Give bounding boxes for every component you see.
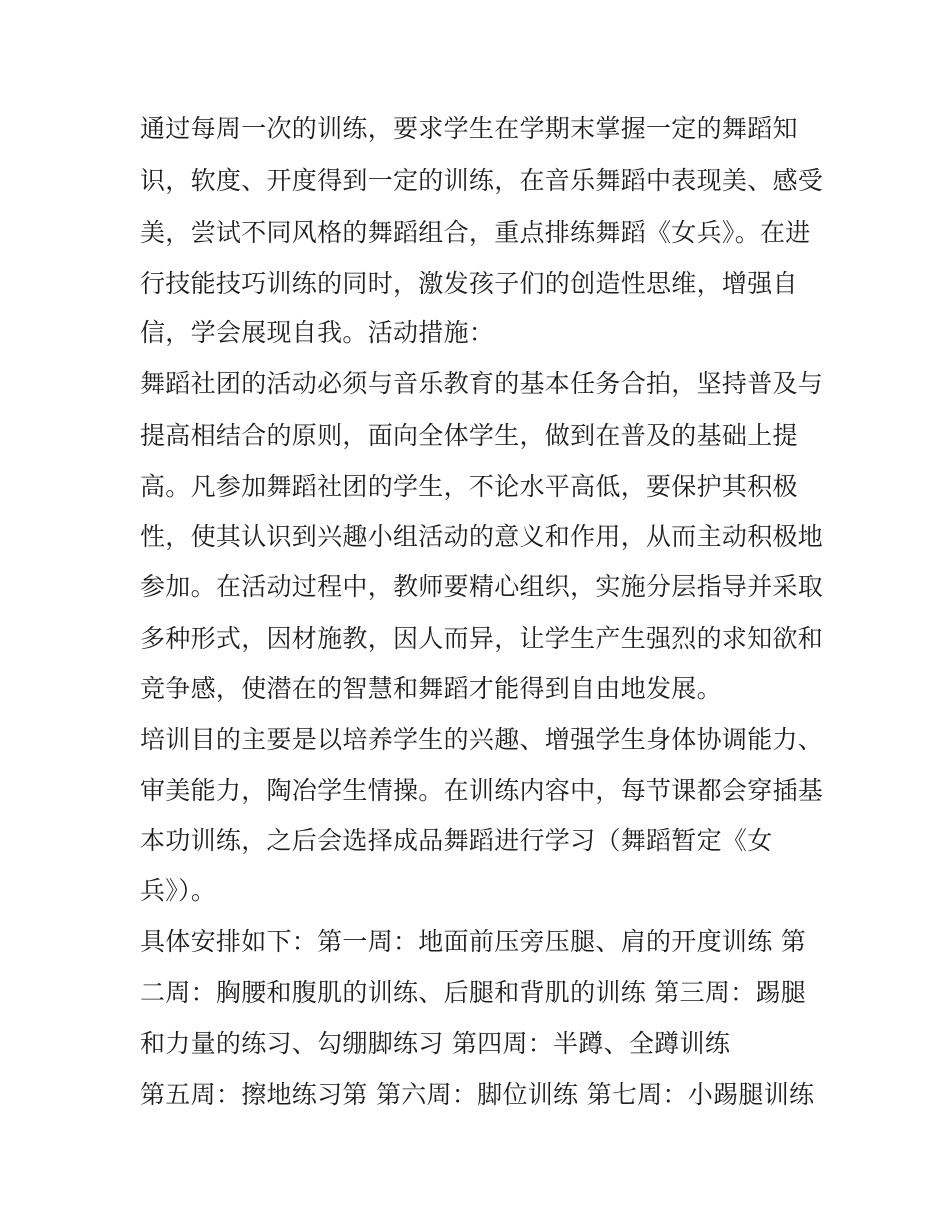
text-line: 和力量的练习、勾绷脚练习 第四周：半蹲、全蹲训练 [140, 1029, 731, 1058]
text-line: 竞争感，使潜在的智慧和舞蹈才能得到自由地发展。 [140, 674, 722, 703]
text-line: 行技能技巧训练的同时，激发孩子们的创造性思维，增强自 [140, 269, 798, 298]
text-line: 具体安排如下：第一周：地面前压旁压腿、肩的开度训练 第 [140, 927, 807, 956]
text-line: 参加。在活动过程中，教师要精心组织，实施分层指导并采取 [140, 572, 824, 601]
text-line: 本功训练，之后会选择成品舞蹈进行学习（舞蹈暂定《女 [140, 826, 773, 855]
text-line: 信，学会展现自我。活动措施： [140, 318, 495, 347]
text-line: 培训目的主要是以培养学生的兴趣、增强学生身体协调能力、 [140, 725, 824, 754]
text-line: 识，软度、开度得到一定的训练，在音乐舞蹈中表现美、感受 [140, 166, 824, 195]
text-line: 通过每周一次的训练，要求学生在学期末掌握一定的舞蹈知 [140, 114, 798, 143]
text-line: 舞蹈社团的活动必须与音乐教育的基本任务合拍，坚持普及与 [140, 369, 824, 398]
text-line: 美，尝试不同风格的舞蹈组合，重点排练舞蹈《女兵》。在进 [140, 218, 811, 247]
text-line: 提高相结合的原则，面向全体学生，做到在普及的基础上提 [140, 421, 798, 450]
text-line: 兵》）。 [140, 876, 217, 905]
text-line: 多种形式，因材施教，因人而异，让学生产生强烈的求知欲和 [140, 624, 824, 653]
text-line: 高。凡参加舞蹈社团的学生，不论水平高低，要保护其积极 [140, 472, 798, 501]
text-line: 性，使其认识到兴趣小组活动的意义和作用，从而主动积极地 [140, 522, 824, 551]
text-line: 二周：胸腰和腹肌的训练、后腿和背肌的训练 第三周：踢腿 [140, 978, 807, 1007]
text-line: 审美能力，陶冶学生情操。在训练内容中，每节课都会穿插基 [140, 776, 824, 805]
text-line: 第五周：擦地练习第 第六周：脚位训练 第七周：小踢腿训练 [140, 1080, 815, 1109]
